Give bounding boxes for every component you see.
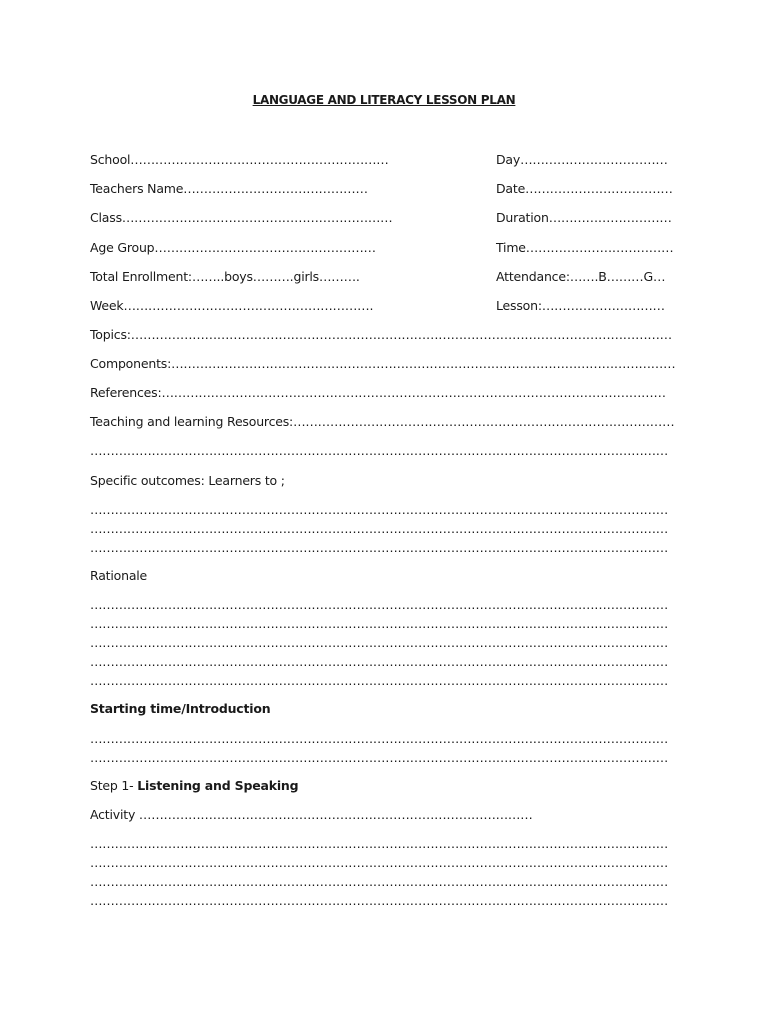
teachers-name-field: Teachers Name……………………………………… bbox=[90, 181, 368, 196]
teaching-resources-field: Teaching and learning Resources:………………………………………………………………………………… bbox=[90, 414, 675, 429]
topics-field: Topics:…………………………………………………………………………………………………………………… bbox=[90, 327, 672, 342]
attendance-field: Attendance:…….B………G… bbox=[496, 269, 666, 284]
duration-field: Duration………………………… bbox=[496, 210, 672, 225]
specific-outcomes-line: …………………………………………………………………………………………………………………………… bbox=[90, 540, 669, 555]
lesson-field: Lesson:………………………… bbox=[496, 298, 665, 313]
school-field: School……………………………………………………… bbox=[90, 152, 389, 167]
step1-heading bbox=[90, 778, 298, 794]
age-group-field: Age Group……………………………………………… bbox=[90, 240, 376, 255]
date-field: Date……………………………… bbox=[496, 181, 673, 196]
rationale-line: …………………………………………………………………………………………………………………………… bbox=[90, 654, 669, 669]
total-enrollment-field: Total Enrollment:……..boys……….girls………. bbox=[90, 269, 360, 284]
rationale-line: …………………………………………………………………………………………………………………………… bbox=[90, 673, 669, 688]
page-title: LANGUAGE AND LITERACY LESSON PLAN bbox=[252, 93, 516, 107]
step1-line: …………………………………………………………………………………………………………………………… bbox=[90, 836, 669, 851]
step1-line: …………………………………………………………………………………………………………………………… bbox=[90, 874, 669, 889]
rationale-line: …………………………………………………………………………………………………………………………… bbox=[90, 616, 669, 631]
step1-prefix: Step 1- bbox=[90, 778, 138, 793]
week-field: Week……………………………………………………. bbox=[90, 298, 374, 313]
rationale-label: Rationale bbox=[90, 568, 148, 583]
specific-outcomes-label: Specific outcomes: Learners to ; bbox=[90, 473, 285, 488]
specific-outcomes-line: …………………………………………………………………………………………………………………………… bbox=[90, 521, 669, 536]
step1-line: …………………………………………………………………………………………………………………………… bbox=[90, 893, 669, 908]
step1-activity-field: Activity …………………………………………………………………………………… bbox=[90, 807, 533, 822]
rationale-line: …………………………………………………………………………………………………………………………… bbox=[90, 597, 669, 612]
introduction-label: Starting time/Introduction bbox=[90, 701, 271, 716]
class-field: Class………………………………………………………… bbox=[90, 210, 393, 225]
introduction-line: …………………………………………………………………………………………………………………………… bbox=[90, 750, 669, 765]
rationale-line: …………………………………………………………………………………………………………………………… bbox=[90, 635, 669, 650]
step1-line: …………………………………………………………………………………………………………………………… bbox=[90, 855, 669, 870]
introduction-line: …………………………………………………………………………………………………………………………… bbox=[90, 731, 669, 746]
time-field: Time……………………………… bbox=[496, 240, 674, 255]
specific-outcomes-line: …………………………………………………………………………………………………………………………… bbox=[90, 502, 669, 517]
references-field: References:…………………………………………………………………………………………………………… bbox=[90, 385, 666, 400]
step1-label: Listening and Speaking bbox=[137, 778, 299, 793]
components-field: Components:…………………………………………………………………………………………………………… bbox=[90, 356, 676, 371]
teaching-resources-continuation: …………………………………………………………………………………………………………………………… bbox=[90, 443, 669, 458]
day-field: Day……………………………… bbox=[496, 152, 668, 167]
